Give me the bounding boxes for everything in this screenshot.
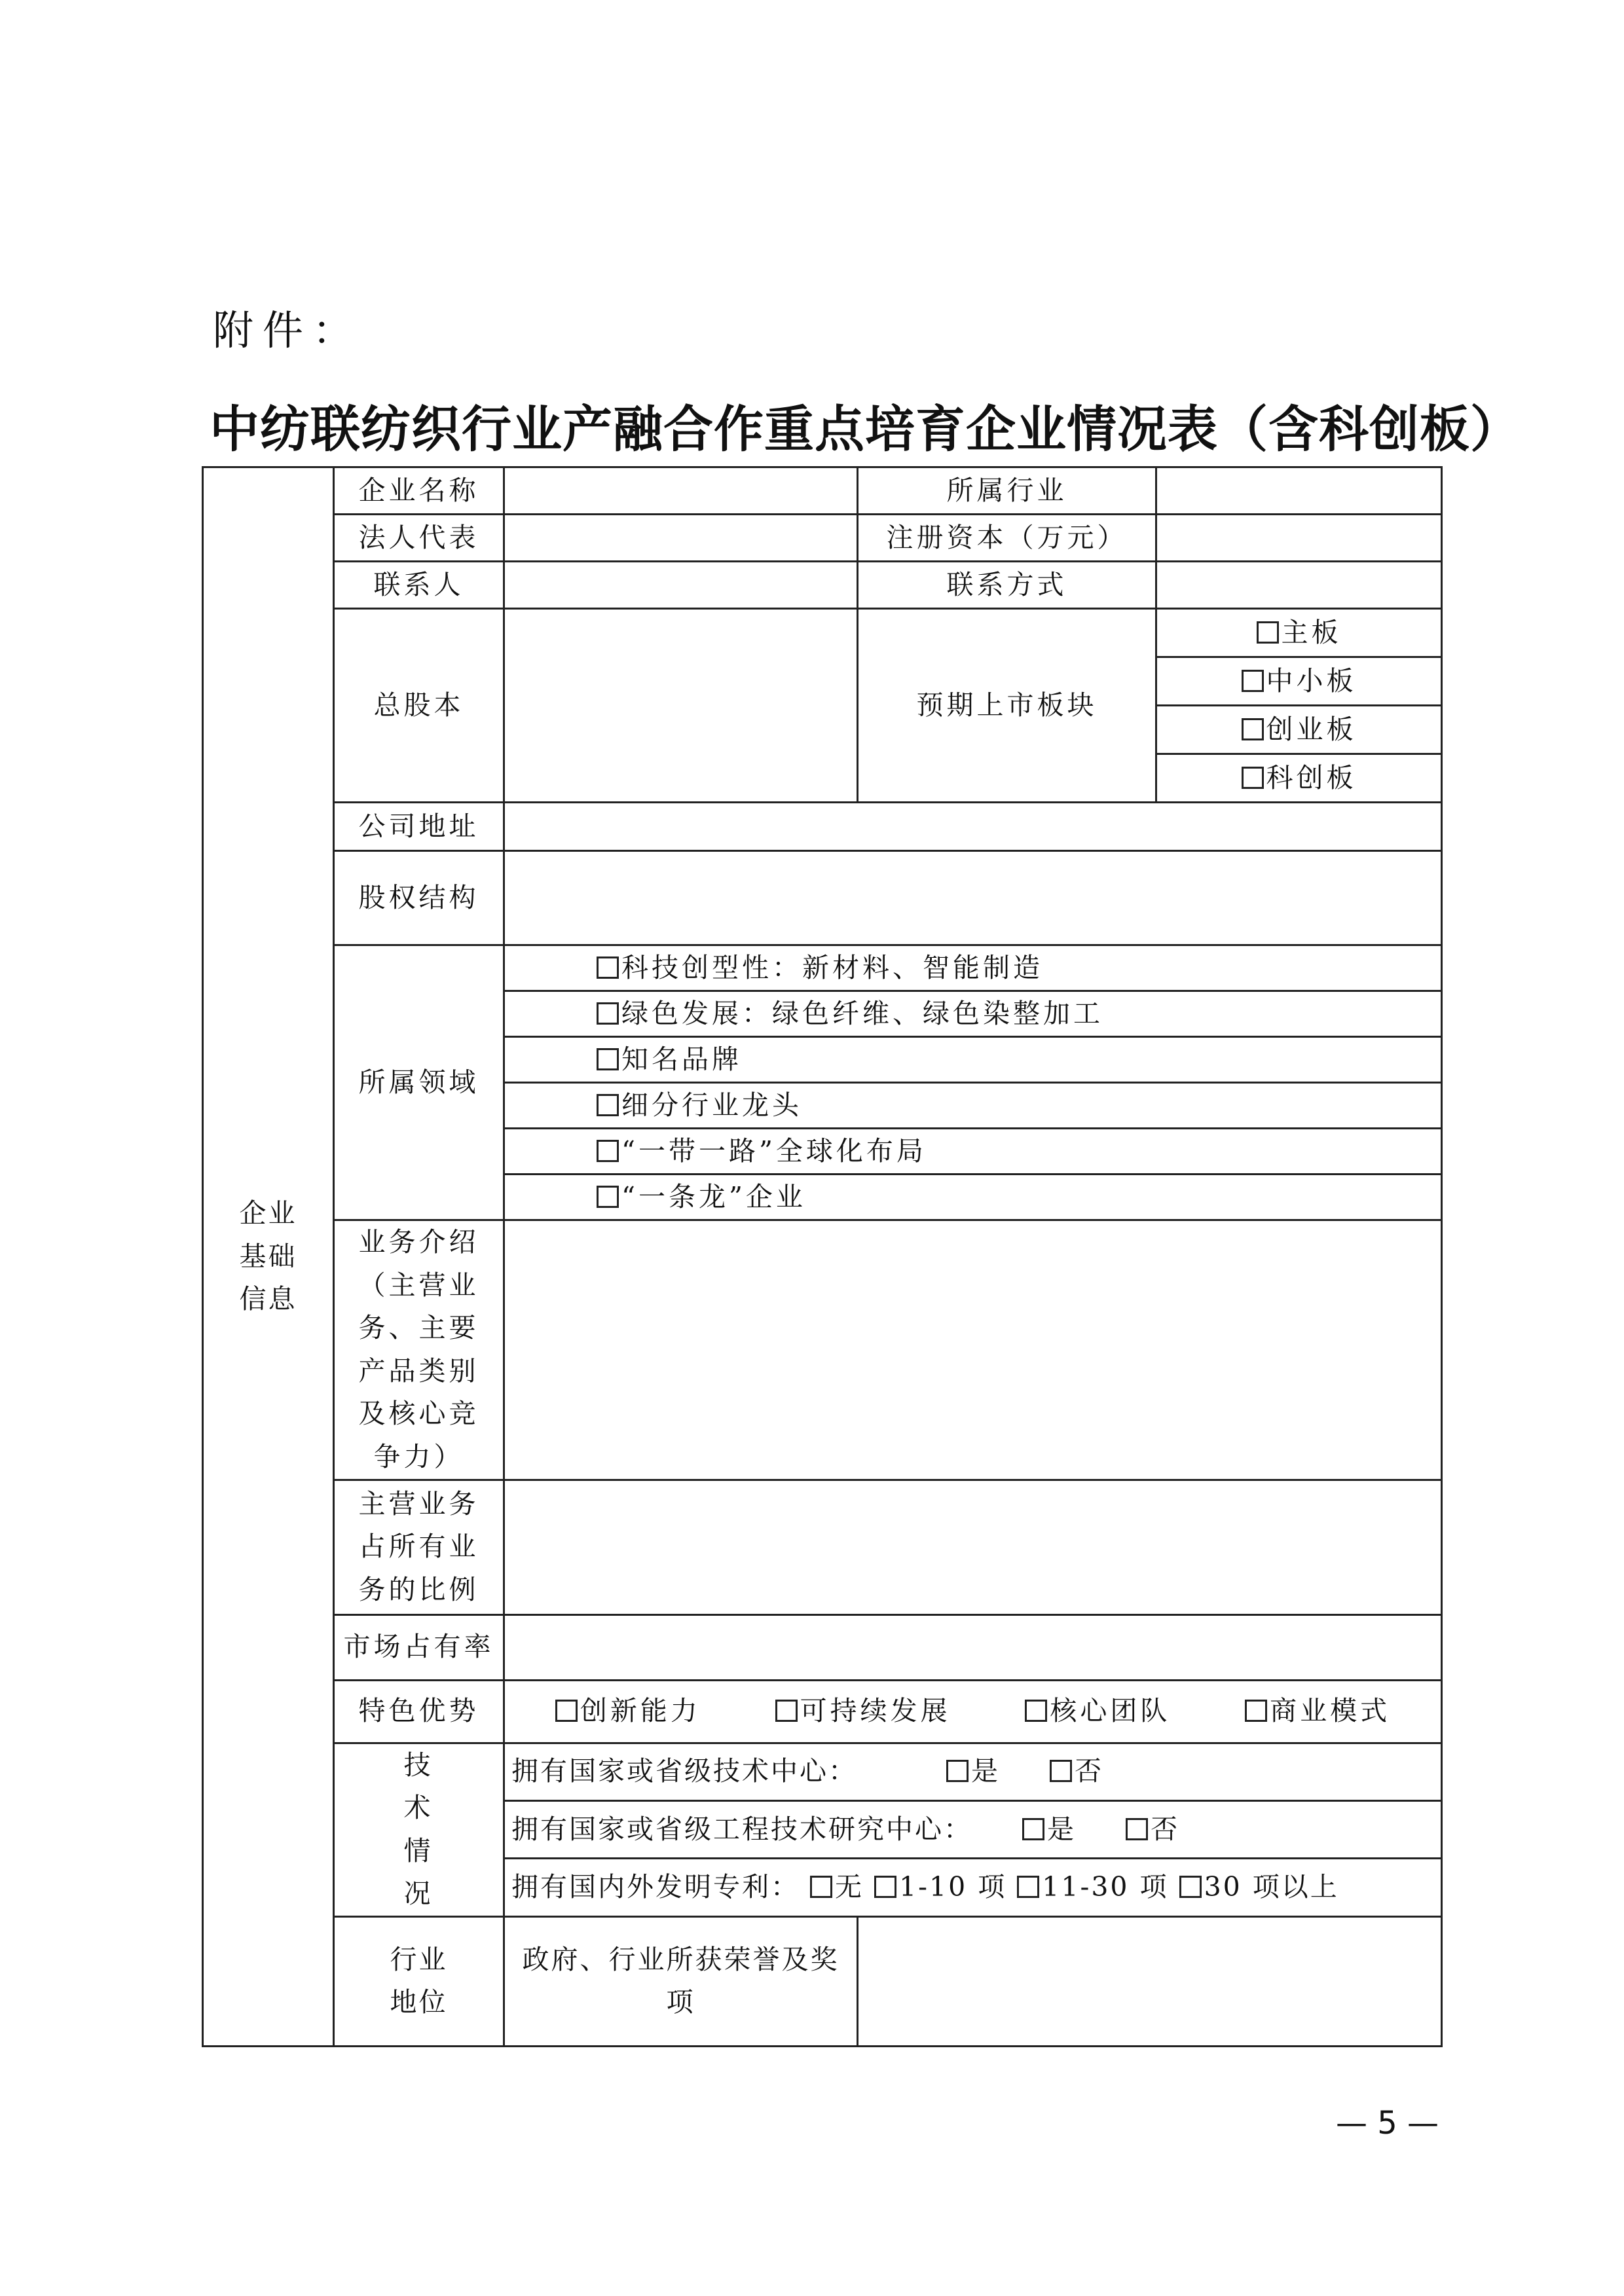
eng-center-row: 拥有国家或省级工程技术研究中心： 是 否	[504, 1801, 1442, 1859]
equity-structure-field[interactable]	[504, 851, 1442, 945]
patent-option[interactable]: 1-10 项	[874, 1871, 1006, 1903]
checkbox-icon	[1245, 1700, 1267, 1722]
checkbox-icon	[1242, 767, 1264, 789]
checkbox-icon	[1242, 718, 1264, 740]
patents-row: 拥有国内外发明专利： 无 1-10 项 11-30 项 30 项以上	[504, 1859, 1442, 1916]
board-option[interactable]: 主板	[1156, 609, 1442, 657]
domain-option[interactable]: 细分行业龙头	[504, 1083, 1442, 1129]
patent-option[interactable]: 无	[810, 1871, 864, 1903]
enterprise-form-table	[202, 466, 1443, 2047]
label-tech: 技术情况	[334, 1743, 504, 1916]
attachment-label: 附件：	[213, 306, 363, 354]
checkbox-icon	[810, 1876, 832, 1898]
address-field[interactable]	[504, 803, 1442, 851]
features-options	[504, 1680, 1442, 1743]
domain-option[interactable]: 绿色发展：绿色纤维、绿色染整加工	[504, 991, 1442, 1037]
label-features: 特色优势	[334, 1680, 504, 1743]
label-address: 公司地址	[334, 803, 504, 851]
label-business-intro: 业务介绍（主营业务、主要产品类别及核心竞争力）	[334, 1220, 504, 1480]
checkbox-icon	[597, 1002, 619, 1025]
checkbox-icon	[1025, 1700, 1047, 1722]
board-option[interactable]: 科创板	[1156, 754, 1442, 803]
label-total-shares: 总股本	[334, 609, 504, 803]
domain-option[interactable]: 科技创型性：新材料、智能制造	[504, 945, 1442, 991]
yes-option[interactable]: 是	[1022, 1813, 1076, 1845]
checkbox-icon	[946, 1760, 969, 1782]
patent-option[interactable]: 11-30 项	[1017, 1871, 1168, 1903]
contact-method-field[interactable]	[1156, 562, 1442, 609]
label-company-name: 企业名称	[334, 467, 504, 515]
document-title: 中纺联纺织行业产融合作重点培育企业情况表（含科创板）	[210, 400, 1521, 458]
section-industry-status: 行业地位	[334, 1916, 504, 2046]
tech-center-row: 拥有国家或省级技术中心： 是 否	[504, 1743, 1442, 1800]
domain-option[interactable]: “一条龙”企业	[504, 1175, 1442, 1220]
domain-option[interactable]: “一带一路”全球化布局	[504, 1129, 1442, 1175]
checkbox-icon	[597, 1140, 619, 1162]
checkbox-icon	[1257, 621, 1279, 644]
contact-field[interactable]	[504, 562, 858, 609]
industry-field[interactable]	[1156, 467, 1442, 515]
honors-field[interactable]	[858, 1916, 1442, 2046]
label-contact-method: 联系方式	[858, 562, 1156, 609]
page-number: — 5 —	[1336, 2105, 1439, 2141]
board-option[interactable]: 创业板	[1156, 706, 1442, 754]
checkbox-icon	[555, 1700, 578, 1722]
label-registered-capital: 注册资本（万元）	[858, 515, 1156, 562]
company-name-field[interactable]	[504, 467, 858, 515]
checkbox-icon	[1022, 1818, 1044, 1840]
checkbox-icon	[597, 1048, 619, 1070]
no-option[interactable]: 否	[1050, 1755, 1103, 1787]
checkbox-icon	[597, 1186, 619, 1208]
no-option[interactable]: 否	[1126, 1813, 1179, 1845]
checkbox-icon	[775, 1700, 798, 1722]
feature-option[interactable]: 创新能力	[555, 1690, 701, 1733]
registered-capital-field[interactable]	[1156, 515, 1442, 562]
label-main-business-ratio: 主营业务占所有业务的比例	[334, 1480, 504, 1614]
main-business-ratio-field[interactable]	[504, 1480, 1442, 1614]
domain-option[interactable]: 知名品牌	[504, 1037, 1442, 1083]
legal-rep-field[interactable]	[504, 515, 858, 562]
label-market-share: 市场占有率	[334, 1614, 504, 1680]
checkbox-icon	[1242, 670, 1264, 692]
label-contact: 联系人	[334, 562, 504, 609]
section-basic-info: 企业基础信息	[203, 467, 334, 2047]
business-intro-field[interactable]	[504, 1220, 1442, 1480]
feature-option[interactable]: 商业模式	[1245, 1690, 1390, 1733]
label-equity-structure: 股权结构	[334, 851, 504, 945]
label-legal-rep: 法人代表	[334, 515, 504, 562]
yes-option[interactable]: 是	[946, 1755, 1000, 1787]
checkbox-icon	[1179, 1876, 1202, 1898]
label-industry: 所属行业	[858, 467, 1156, 515]
board-option[interactable]: 中小板	[1156, 657, 1442, 706]
checkbox-icon	[874, 1876, 896, 1898]
label-domain: 所属领域	[334, 945, 504, 1220]
label-honors: 政府、行业所获荣誉及奖项	[504, 1916, 858, 2046]
label-expected-board: 预期上市板块	[858, 609, 1156, 803]
checkbox-icon	[1050, 1760, 1072, 1782]
patent-option[interactable]: 30 项以上	[1179, 1871, 1339, 1903]
total-shares-field[interactable]	[504, 609, 858, 803]
checkbox-icon	[597, 957, 619, 979]
checkbox-icon	[1017, 1876, 1039, 1898]
feature-option[interactable]: 核心团队	[1025, 1690, 1170, 1733]
checkbox-icon	[1126, 1818, 1148, 1840]
feature-option[interactable]: 可持续发展	[775, 1690, 951, 1733]
checkbox-icon	[597, 1094, 619, 1116]
market-share-field[interactable]	[504, 1614, 1442, 1680]
